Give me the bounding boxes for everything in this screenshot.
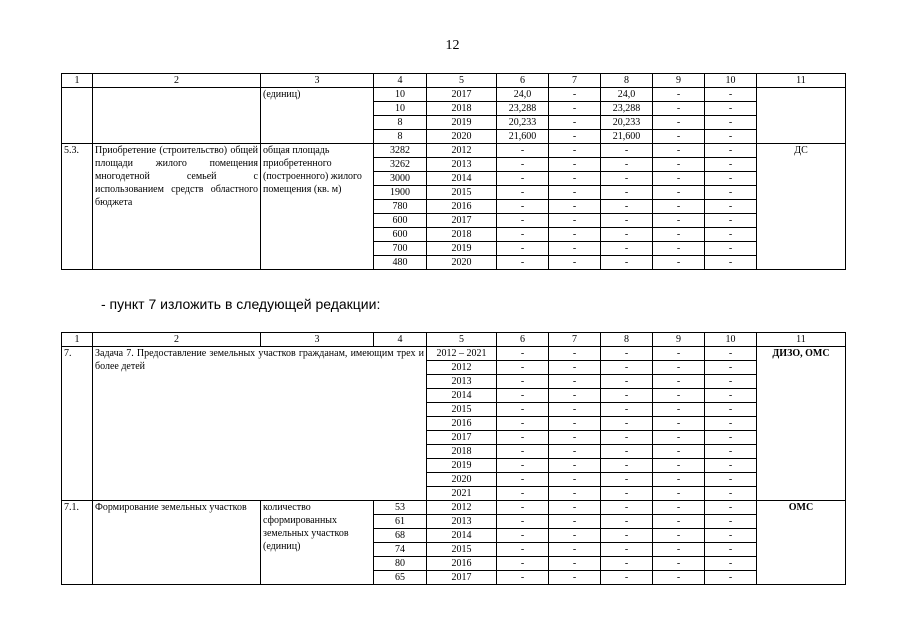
table-cell: - <box>549 144 601 158</box>
table-cell: 68 <box>374 529 427 543</box>
table-cell: - <box>549 88 601 102</box>
item-name-cell: Приобретение (строительство) общей площади жилого помещения многодетной семьей с использованием средств областного бюджета <box>93 144 261 270</box>
table-cell: 2019 <box>427 116 497 130</box>
table-cell: - <box>601 256 653 270</box>
header-cell: 8 <box>601 74 653 88</box>
table-cell: 21,600 <box>497 130 549 144</box>
executor-cell <box>757 88 846 144</box>
table-cell: - <box>705 571 757 585</box>
table-cell: - <box>653 102 705 116</box>
table-cell: - <box>601 473 653 487</box>
table-cell: - <box>653 256 705 270</box>
table-cell: - <box>497 403 549 417</box>
table-cell: 2013 <box>427 158 497 172</box>
table-cell: - <box>705 445 757 459</box>
table-cell: - <box>497 557 549 571</box>
table-row <box>62 347 846 361</box>
table-cell: - <box>549 501 601 515</box>
table-cell: - <box>497 431 549 445</box>
table-cell: 2017 <box>427 88 497 102</box>
table-cell: - <box>497 228 549 242</box>
table-cell: - <box>497 515 549 529</box>
indicator-cell: (единиц) <box>261 88 374 144</box>
table-cell: 2016 <box>427 417 497 431</box>
table-cell: 3000 <box>374 172 427 186</box>
table-cell: - <box>497 158 549 172</box>
table-cell: - <box>549 200 601 214</box>
table-cell: - <box>653 130 705 144</box>
table-cell: 24,0 <box>601 88 653 102</box>
table-cell: 2015 <box>427 403 497 417</box>
table-cell: - <box>705 459 757 473</box>
table-cell: - <box>601 487 653 501</box>
table-cell: - <box>705 130 757 144</box>
table-cell: - <box>601 361 653 375</box>
table-cell: 1900 <box>374 186 427 200</box>
table-cell: - <box>653 158 705 172</box>
table-cell: - <box>549 557 601 571</box>
table-cell: - <box>705 186 757 200</box>
header-cell: 11 <box>757 74 846 88</box>
table-cell: - <box>549 473 601 487</box>
table-cell: 2016 <box>427 557 497 571</box>
header-cell: 8 <box>601 333 653 347</box>
table-cell: - <box>653 403 705 417</box>
table-cell: - <box>549 431 601 445</box>
table-cell: - <box>497 375 549 389</box>
table-cell: - <box>653 473 705 487</box>
table-section-5 <box>61 73 846 270</box>
table-cell: - <box>705 144 757 158</box>
table-row <box>62 501 846 515</box>
table-cell: - <box>601 501 653 515</box>
table-cell: 600 <box>374 214 427 228</box>
table-cell: - <box>705 557 757 571</box>
table-cell: 480 <box>374 256 427 270</box>
table-cell: - <box>601 228 653 242</box>
table-cell: - <box>653 375 705 389</box>
table-cell: - <box>549 116 601 130</box>
table-row <box>62 88 846 102</box>
table-cell: 3282 <box>374 144 427 158</box>
table-cell: 8 <box>374 130 427 144</box>
header-cell: 2 <box>93 74 261 88</box>
table-cell: 2018 <box>427 102 497 116</box>
table-cell: 2020 <box>427 256 497 270</box>
table-cell: - <box>653 214 705 228</box>
item-number-cell: 5.3. <box>62 144 93 270</box>
table-cell: - <box>601 389 653 403</box>
header-cell: 4 <box>374 333 427 347</box>
table-cell: 2014 <box>427 529 497 543</box>
table-cell: - <box>653 515 705 529</box>
table-cell: 2012 <box>427 501 497 515</box>
table-cell: - <box>497 242 549 256</box>
table-cell: - <box>705 88 757 102</box>
table-cell: - <box>549 172 601 186</box>
table-cell: - <box>497 459 549 473</box>
table-cell: - <box>705 116 757 130</box>
table-cell: - <box>705 543 757 557</box>
table-cell: - <box>497 186 549 200</box>
table-cell: - <box>549 130 601 144</box>
item-name-cell: Формирование земельных участков <box>93 501 261 585</box>
header-row <box>62 333 846 347</box>
table-cell: - <box>601 403 653 417</box>
table-cell: - <box>653 487 705 501</box>
header-cell: 9 <box>653 333 705 347</box>
table-cell: 2017 <box>427 214 497 228</box>
table-cell: - <box>497 200 549 214</box>
table-cell: - <box>705 403 757 417</box>
table-cell: - <box>653 389 705 403</box>
table-cell: - <box>705 242 757 256</box>
table-cell: - <box>549 417 601 431</box>
item-number-cell: 7.1. <box>62 501 93 585</box>
table-cell: 65 <box>374 571 427 585</box>
table-cell: - <box>705 431 757 445</box>
table-cell: 2015 <box>427 543 497 557</box>
table-cell: - <box>497 389 549 403</box>
table-cell: - <box>549 445 601 459</box>
table-cell: - <box>601 242 653 256</box>
table-cell: 2016 <box>427 200 497 214</box>
table-cell: - <box>497 543 549 557</box>
table-cell: - <box>601 347 653 361</box>
header-cell: 2 <box>93 333 261 347</box>
table-cell: - <box>497 501 549 515</box>
table-cell: 53 <box>374 501 427 515</box>
table-cell: 3262 <box>374 158 427 172</box>
table-cell: 2014 <box>427 172 497 186</box>
page-number: 12 <box>445 38 460 53</box>
header-cell: 1 <box>62 333 93 347</box>
header-row <box>62 74 846 88</box>
table-cell: - <box>653 459 705 473</box>
table-cell: 23,288 <box>601 102 653 116</box>
table-cell: 2014 <box>427 389 497 403</box>
table-cell: - <box>705 200 757 214</box>
table-cell: - <box>601 417 653 431</box>
table-cell: 2021 <box>427 487 497 501</box>
table-cell: - <box>705 473 757 487</box>
table-cell: - <box>497 172 549 186</box>
table-cell: - <box>497 256 549 270</box>
item-number-cell: 7. <box>62 347 93 501</box>
table-cell: 23,288 <box>497 102 549 116</box>
header-cell: 7 <box>549 74 601 88</box>
executor-cell: ДИЗО, ОМС <box>757 347 846 501</box>
table-cell: - <box>705 389 757 403</box>
indicator-cell: общая площадь приобретенного (построенного) жилого помещения (кв. м) <box>261 144 374 270</box>
table-cell: - <box>549 214 601 228</box>
table-cell: - <box>705 515 757 529</box>
table-cell: - <box>549 361 601 375</box>
table-cell: - <box>653 417 705 431</box>
table-cell: - <box>705 214 757 228</box>
table-cell: 2018 <box>427 445 497 459</box>
header-cell: 5 <box>427 74 497 88</box>
table-cell: - <box>497 445 549 459</box>
table-cell: 21,600 <box>601 130 653 144</box>
header-cell: 6 <box>497 333 549 347</box>
table-cell: 61 <box>374 515 427 529</box>
table-cell: 2017 <box>427 571 497 585</box>
table-cell: - <box>497 214 549 228</box>
table-cell: - <box>601 200 653 214</box>
table-cell: 8 <box>374 116 427 130</box>
table-cell: - <box>653 557 705 571</box>
indicator-cell: количество сформированных земельных участков (единиц) <box>261 501 374 585</box>
table-cell: - <box>497 529 549 543</box>
table-cell: - <box>549 158 601 172</box>
table-cell: - <box>653 88 705 102</box>
table-cell: - <box>653 529 705 543</box>
table-cell: 2013 <box>427 515 497 529</box>
table-cell: - <box>549 543 601 557</box>
table-cell: - <box>549 529 601 543</box>
table-cell: - <box>705 417 757 431</box>
table-cell: - <box>653 543 705 557</box>
table-cell: - <box>549 242 601 256</box>
header-cell: 3 <box>261 74 374 88</box>
table-cell: - <box>653 445 705 459</box>
table-cell: 20,233 <box>497 116 549 130</box>
table-cell: - <box>705 102 757 116</box>
table-cell: - <box>705 529 757 543</box>
table-cell: - <box>601 214 653 228</box>
table-cell: - <box>601 459 653 473</box>
table-cell: - <box>705 501 757 515</box>
table-cell: - <box>653 431 705 445</box>
table-cell: - <box>497 361 549 375</box>
header-cell: 6 <box>497 74 549 88</box>
table-cell: 2017 <box>427 431 497 445</box>
table-cell: - <box>601 571 653 585</box>
table-section-7 <box>61 332 846 585</box>
header-cell: 4 <box>374 74 427 88</box>
table-cell: - <box>653 242 705 256</box>
table-cell: - <box>705 361 757 375</box>
table-cell: - <box>653 228 705 242</box>
header-cell: 11 <box>757 333 846 347</box>
table-cell: - <box>601 158 653 172</box>
table-cell: - <box>549 347 601 361</box>
table-cell: - <box>653 186 705 200</box>
table-cell: 2012 <box>427 361 497 375</box>
table-cell: - <box>705 158 757 172</box>
table-cell: - <box>549 515 601 529</box>
table-cell: - <box>497 487 549 501</box>
table-cell: - <box>549 389 601 403</box>
table-cell: - <box>601 144 653 158</box>
table-cell: 10 <box>374 102 427 116</box>
header-cell: 9 <box>653 74 705 88</box>
table-cell: - <box>601 543 653 557</box>
table-cell: 2019 <box>427 242 497 256</box>
table-cell: - <box>653 361 705 375</box>
table-cell: 2012 <box>427 144 497 158</box>
table-cell: 2020 <box>427 473 497 487</box>
table-cell: - <box>497 571 549 585</box>
table-cell: - <box>497 417 549 431</box>
table-cell: - <box>497 144 549 158</box>
table-cell: - <box>653 144 705 158</box>
table-cell: - <box>705 256 757 270</box>
table-cell: - <box>601 186 653 200</box>
table-cell: - <box>653 172 705 186</box>
table-cell: - <box>549 403 601 417</box>
instruction-paragraph: - пункт 7 изложить в следующей редакции: <box>101 296 381 312</box>
table-cell: 700 <box>374 242 427 256</box>
table-cell: 80 <box>374 557 427 571</box>
table-cell: - <box>549 186 601 200</box>
table-cell: - <box>549 571 601 585</box>
table-cell: - <box>653 347 705 361</box>
executor-cell: ДС <box>757 144 846 270</box>
table-cell: - <box>705 347 757 361</box>
table-cell: 24,0 <box>497 88 549 102</box>
table-cell: - <box>601 529 653 543</box>
header-cell: 7 <box>549 333 601 347</box>
table-cell: - <box>705 172 757 186</box>
task-name-cell: Задача 7. Предоставление земельных участков гражданам, имеющим трех и более детей <box>93 347 427 501</box>
table-cell: - <box>601 445 653 459</box>
table-cell: 10 <box>374 88 427 102</box>
table-cell: - <box>705 228 757 242</box>
table-cell: 780 <box>374 200 427 214</box>
table-cell: - <box>705 375 757 389</box>
header-cell: 10 <box>705 74 757 88</box>
table-cell: - <box>549 102 601 116</box>
table-cell: - <box>653 116 705 130</box>
header-cell: 5 <box>427 333 497 347</box>
table-cell: 2015 <box>427 186 497 200</box>
table-cell: 74 <box>374 543 427 557</box>
table-cell: - <box>601 375 653 389</box>
table-cell: - <box>497 473 549 487</box>
table-cell: - <box>549 228 601 242</box>
table-cell: 2020 <box>427 130 497 144</box>
table-cell: 2013 <box>427 375 497 389</box>
table-cell: 600 <box>374 228 427 242</box>
table-cell: - <box>653 571 705 585</box>
executor-cell: ОМС <box>757 501 846 585</box>
table-cell: - <box>549 487 601 501</box>
table-cell: - <box>601 172 653 186</box>
table-cell: - <box>653 200 705 214</box>
header-cell: 1 <box>62 74 93 88</box>
table-cell: 2012 – 2021 <box>427 347 497 361</box>
table-cell: - <box>601 515 653 529</box>
table-cell: - <box>705 487 757 501</box>
header-cell: 3 <box>261 333 374 347</box>
table-cell: - <box>549 375 601 389</box>
table-cell: - <box>601 557 653 571</box>
header-cell: 10 <box>705 333 757 347</box>
table-cell: 2019 <box>427 459 497 473</box>
table-cell: 2018 <box>427 228 497 242</box>
table-row <box>62 144 846 158</box>
table-cell: - <box>653 501 705 515</box>
item-number-cell <box>62 88 93 144</box>
table-cell: - <box>601 431 653 445</box>
table-cell: - <box>549 256 601 270</box>
table-cell: - <box>497 347 549 361</box>
table-cell: - <box>549 459 601 473</box>
table-cell: 20,233 <box>601 116 653 130</box>
item-name-cell <box>93 88 261 144</box>
